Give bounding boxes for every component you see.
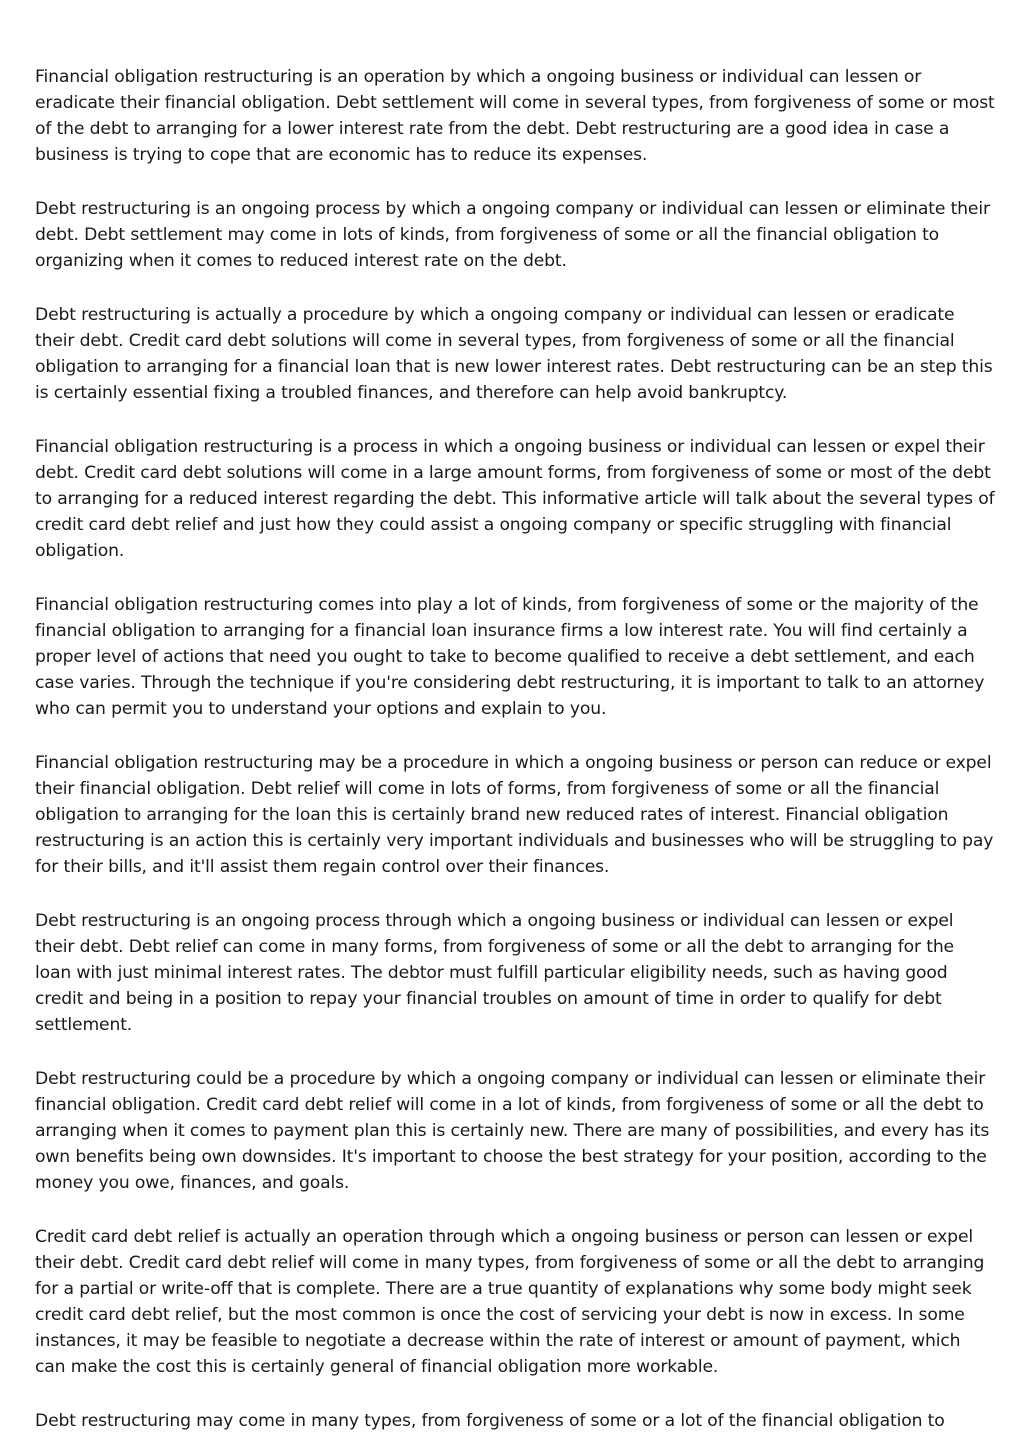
paragraph: Debt restructuring is an ongoing process by which a ongoing company or individual can lessen or eliminate their debt. Debt settlement may come in lots of kinds, from forgiveness of some or all the financial obligation to organizing when it comes to reduced interest rate on the debt.: [35, 199, 990, 271]
paragraph: Debt restructuring may come in many types, from forgiveness of some or a lot of the financial obligation to: [35, 1411, 945, 1431]
paragraph: Credit card debt relief is actually an operation through which a ongoing business or person can lessen or expel their debt. Credit card debt relief will come in many types, from forgiveness of some or all the debt to arranging for a partial or write-off that is complete. There are a true quantity of explanations why some body might seek credit card debt relief, but the most common is once the cost of servicing your debt is now in excess. In some instances, it may be feasible to negotiate a decrease within the rate of interest or amount of payment, which can make the cost this is certainly general of financial obligation more workable.: [35, 1227, 985, 1377]
paragraph: Debt restructuring is an ongoing process through which a ongoing business or individual can lessen or expel their debt. Debt relief can come in many forms, from forgiveness of some or all the debt to arranging for the loan with just minimal interest rates. The debtor must fulfill particular eligibility needs, such as having good credit and being in a position to repay your financial troubles on amount of time in order to qualify for debt settlement.: [35, 911, 954, 1035]
paragraph: Debt restructuring is actually a procedure by which a ongoing company or individual can lessen or eradicate their debt. Credit card debt solutions will come in several types, from forgiveness of some or all the financial obligation to arranging for a financial loan that is new lower interest rates. Debt restructuring can be an step this is certainly essential fixing a troubled finances, and therefore can help avoid bankruptcy.: [35, 305, 993, 403]
document-body: [35, 64, 995, 1434]
paragraph: Financial obligation restructuring is an operation by which a ongoing business or individual can lessen or eradicate their financial obligation. Debt settlement will come in several types, from forgiveness of some or most of the debt to arranging for a lower interest rate from the debt. Debt restructuring are a good idea in case a business is trying to cope that are economic has to reduce its expenses.: [35, 67, 995, 165]
paragraph: Debt restructuring could be a procedure by which a ongoing company or individual can lessen or eliminate their financial obligation. Credit card debt relief will come in a lot of kinds, from forgiveness of some or all the debt to arranging when it comes to payment plan this is certainly new. There are many of possibilities, and every has its own benefits being own downsides. It's important to choose the best strategy for your position, according to the money you owe, finances, and goals.: [35, 1069, 990, 1193]
paragraph: Financial obligation restructuring comes into play a lot of kinds, from forgiveness of some or the majority of the financial obligation to arranging for a financial loan insurance firms a low interest rate. You will find certainly a proper level of actions that need you ought to take to become qualified to receive a debt settlement, and each case varies. Through the technique if you're considering debt restructuring, it is important to talk to an attorney who can permit you to understand your options and explain to you.: [35, 595, 985, 719]
paragraph: Financial obligation restructuring is a process in which a ongoing business or individual can lessen or expel their debt. Credit card debt solutions will come in a large amount forms, from forgiveness of some or most of the debt to arranging for a reduced interest regarding the debt. This informative article will talk about the several types of credit card debt relief and just how they could assist a ongoing company or specific struggling with financial obligation.: [35, 437, 995, 561]
paragraph: Financial obligation restructuring may be a procedure in which a ongoing business or person can reduce or expel their financial obligation. Debt relief will come in lots of forms, from forgiveness of some or all the financial obligation to arranging for the loan this is certainly brand new reduced rates of interest. Financial obligation restructuring is an action this is certainly very important individuals and businesses who will be struggling to pay for their bills, and it'll assist them regain control over their finances.: [35, 753, 994, 877]
